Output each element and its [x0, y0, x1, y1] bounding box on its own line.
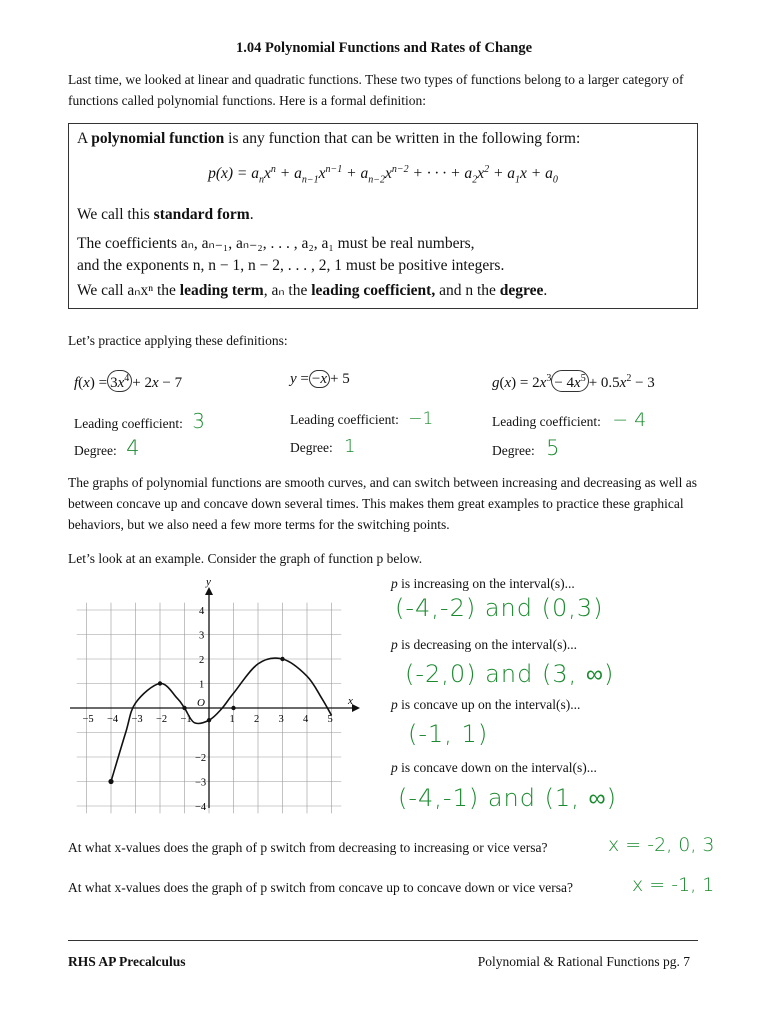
- y-tick-label: 3: [199, 630, 205, 642]
- y-tick-label: −3: [195, 777, 207, 789]
- graphs-paragraph: The graphs of polynomial functions are smooth curves, and can switch between increasing and decreasing as well as between concave up and concave down several times. This makes them great examples to practice these graphical behaviors, but we also need a few more terms for the switching points.: [68, 475, 698, 532]
- y-tick-label: 2: [199, 655, 205, 666]
- increasing-label: p is increasing on the interval(s)...: [391, 576, 575, 591]
- example-3-degree: Degree: 5: [492, 436, 560, 460]
- y-tick-labels: [195, 606, 207, 813]
- coefficients-line: The coefficients aₙ, aₙ₋₁, aₙ₋₂, . . . , a₂, a₁ must be real numbers,: [77, 235, 475, 252]
- increasing-answer: (-4,-2) and (0,3): [395, 594, 604, 622]
- curve-start-point: [108, 779, 113, 784]
- handwritten-answer: 1: [344, 436, 356, 457]
- footer-left: RHS AP Precalculus: [68, 954, 186, 969]
- curve-key-point: [207, 718, 211, 722]
- leading-term-line: We call aₙxⁿ the leading term, aₙ the leading coefficient, and n the degree.: [77, 282, 548, 299]
- circled-term: $3x^4$: [107, 370, 132, 392]
- question-2: At what x-values does the graph of p switch from concave up to concave down or vice versa?: [68, 880, 573, 895]
- example-2-leading: Leading coefficient: −1: [290, 409, 434, 429]
- example-1-degree: Degree: 4: [74, 436, 140, 460]
- example-intro: Let’s look at an example. Consider the graph of function p below.: [68, 551, 423, 566]
- handwritten-answer: 3: [192, 409, 205, 433]
- y-tick-label: −4: [195, 802, 207, 813]
- example-f: $f(x) = 3x^4 + 2x - 7$: [74, 370, 182, 392]
- standard-form-formula: $p(x) = a_nx^n + a_{n-1}x^{n-1} + a_{n-2}x^{n-2}$ + · · · + $a_2x^2 + a_1x + a_0$: [208, 164, 558, 186]
- concave-up-answer: (-1, 1): [408, 720, 489, 748]
- handwritten-answer: − 4: [612, 409, 647, 431]
- x-tick-label: −1: [180, 714, 192, 725]
- x-tick-label: 3: [278, 714, 284, 725]
- concave-up-label: p is concave up on the interval(s)...: [391, 697, 581, 712]
- x-tick-label: −3: [131, 714, 143, 725]
- definition-line: A polynomial function is any function that can be written in the following form:: [77, 130, 581, 147]
- y-axis-label: y: [206, 576, 211, 588]
- y-tick-label: −2: [195, 753, 207, 764]
- curve-key-point: [158, 681, 162, 685]
- curve-key-point: [280, 657, 284, 661]
- question-1-answer: x = -2, 0, 3: [608, 834, 715, 856]
- function-graph: [70, 575, 370, 815]
- x-axis-label: x: [348, 695, 353, 707]
- x-tick-label: −2: [156, 714, 168, 725]
- x-tick-label: 1: [229, 714, 235, 725]
- question-2-answer: x = -1, 1: [632, 874, 715, 896]
- curve-key-point: [182, 706, 186, 710]
- circled-term: − $4x^5$: [551, 370, 588, 392]
- x-tick-label: 4: [303, 714, 309, 725]
- decreasing-answer: (-2,0) and (3, ∞): [405, 660, 615, 688]
- footer-rule: [68, 940, 698, 941]
- y-tick-label: 4: [199, 606, 205, 617]
- concave-down-label: p is concave down on the interval(s)...: [391, 760, 597, 775]
- circled-term: −x: [309, 370, 330, 388]
- x-tick-label: −5: [82, 714, 94, 725]
- x-tick-label: 5: [327, 714, 333, 725]
- function-curve: [111, 658, 332, 781]
- x-tick-label: −4: [107, 714, 119, 725]
- example-g: $g(x) = 2x^3 - 4x^5 + 0.5x^2 - 3$: [492, 370, 655, 392]
- handwritten-answer: −1: [408, 409, 434, 429]
- y-axis-arrow: [205, 587, 213, 595]
- y-tick-label: 1: [199, 679, 205, 691]
- intro-paragraph: Last time, we looked at linear and quadratic functions. These two types of functions belong to a larger category of functions called polynomial functions. Here is a formal definition:: [68, 72, 684, 108]
- concave-down-answer: (-4,-1) and (1, ∞): [398, 784, 617, 812]
- definition-box: [68, 123, 698, 309]
- practice-intro: Let’s practice applying these definitions:: [68, 333, 288, 348]
- x-tick-label: 2: [254, 714, 260, 725]
- standard-form-line: We call this standard form.: [77, 206, 254, 223]
- page-title: 1.04 Polynomial Functions and Rates of Change: [235, 40, 533, 56]
- footer-right: Polynomial & Rational Functions pg. 7: [477, 954, 690, 969]
- decreasing-label: p is decreasing on the interval(s)...: [391, 637, 577, 652]
- example-y: y = −x + 5: [290, 371, 350, 387]
- example-1-leading: Leading coefficient: 3: [74, 409, 205, 433]
- exponents-line: and the exponents n, n − 1, n − 2, . . . , 2, 1 must be positive integers.: [77, 257, 505, 274]
- curve-key-point: [231, 706, 235, 710]
- origin-label: O: [197, 697, 205, 709]
- handwritten-answer: 5: [546, 436, 560, 460]
- term-polynomial-function: polynomial function: [91, 130, 225, 147]
- example-2-degree: Degree: 1: [290, 436, 356, 457]
- example-3-leading: Leading coefficient: − 4: [492, 409, 647, 431]
- handwritten-answer: 4: [126, 436, 140, 460]
- question-1: At what x-values does the graph of p switch from decreasing to increasing or vice versa?: [68, 840, 548, 855]
- x-axis-arrow: [352, 704, 360, 712]
